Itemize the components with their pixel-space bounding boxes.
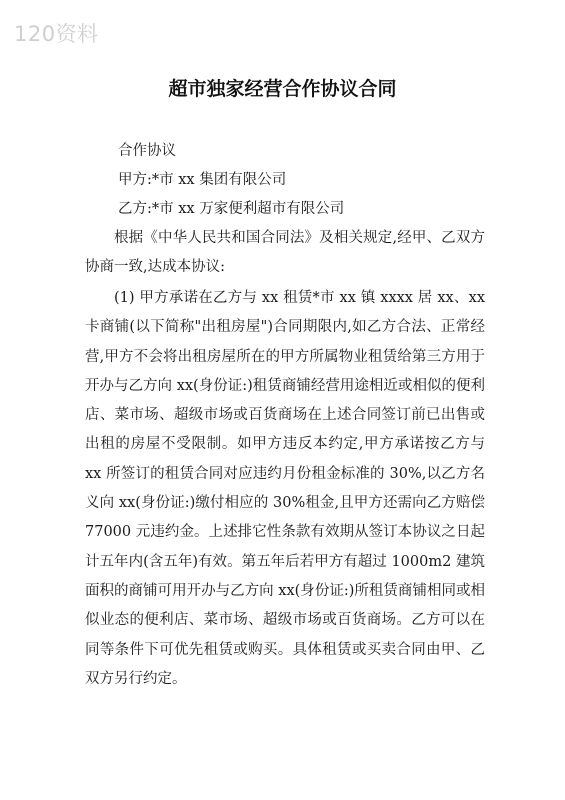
watermark-logo: 120资料 [14,22,99,46]
intro-paragraph: 根据《中华人民共和国合同法》及相关规定,经甲、乙双方协商一致,达成本协议: [85,230,485,276]
clause-1-paragraph: (1) 甲方承诺在乙方与 xx 租赁*市 xx 镇 xxxx 居 xx、xx 卡商铺(以下简称"出租房屋")合同期限内,如乙方合法、正常经营,甲方不会将出租房屋所在的甲方所属物业租赁给第三方用于开办与乙方向 xx(身份证:)租赁商铺经营用途相近或相似的便利店、菜市场、超级市场或百货商场在上述合同签订前已出售或出租的房屋不受限制。如甲方违反本约定,甲方承诺按乙方与 xx 所签订的租赁合同对应违约月份租金标准的 30%,以乙方名义向 xx(身份证:)缴付相应的 30%租金,且甲方还需向乙方赔偿 77000 元违约金。上述排它性条款有效期从签订本协议之日起计五年内(含五年)有效。第五年后若甲方有超过 1000m2 建筑面积的商铺可用开办与乙方向 xx(身份证:)所租赁商铺相同或相似业态的便利店、菜市场、超级市场或百货商场。乙方可以在同等条件下可优先租赁或购买。具体租赁或买卖合同由甲、乙双方另行约定。 [85,290,485,687]
document-title: 超市独家经营合作协议合同 [168,78,397,100]
party-b-line: 乙方:*市 xx 万家便利超市有限公司 [118,201,345,217]
party-a-line: 甲方:*市 xx 集团有限公司 [118,172,287,188]
heading-line: 合作协议 [118,143,176,159]
